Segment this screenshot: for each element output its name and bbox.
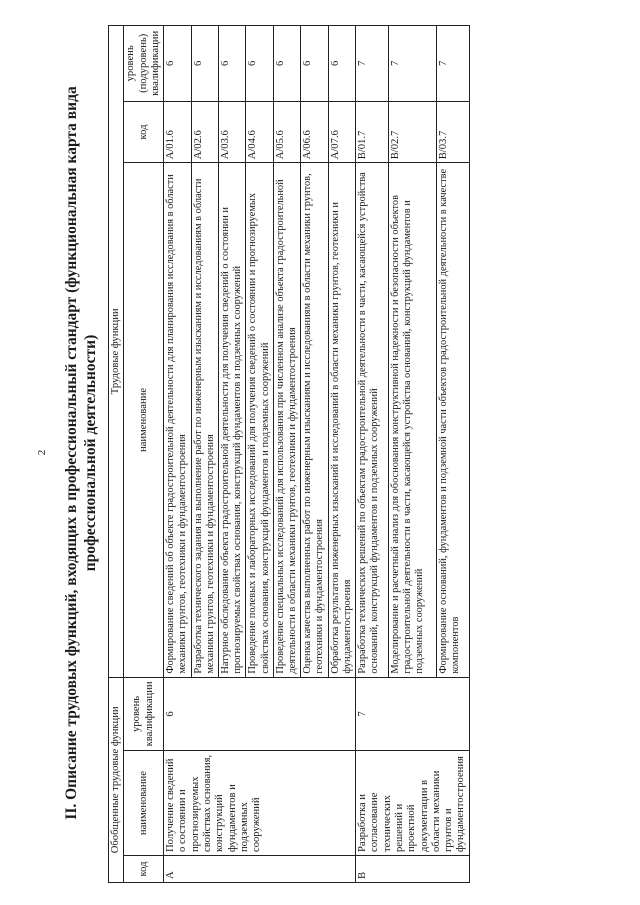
labor-functions-header: Трудовые функции (109, 26, 124, 678)
header-code: код (124, 855, 164, 882)
function-name: Разработка технических решений по объектам градостроительной деятельности в части, касающейся устройства оснований, конструкций фундаментов и подземных сооружений (356, 163, 389, 677)
function-code: A/01.6 (164, 101, 191, 163)
function-level: 6 (219, 26, 246, 102)
function-name: Обработка результатов инженерных изысканий и исследований в области механики грунтов, геотехники и фундаментостроения (328, 163, 355, 677)
function-name: Оценка качества выполненных работ по инженерным изысканиям и исследованиям в области механики грунтов, геотехники и фундаментостроения (301, 163, 328, 677)
function-code: A/06.6 (301, 101, 328, 163)
group-name: Разработка и согласование технических решений и проектной документации в области механики грунтов и фундаментостроения (356, 751, 470, 856)
header-name: наименование (124, 751, 164, 856)
function-level: 6 (246, 26, 273, 102)
table-row (164, 26, 191, 883)
function-level: 7 (389, 26, 437, 102)
function-level: 7 (436, 26, 469, 102)
header-function-name: наименование (124, 163, 164, 677)
generalized-functions-header: Обобщенные трудовые функции (109, 677, 124, 882)
function-code: A/05.6 (273, 101, 300, 163)
function-code: A/07.6 (328, 101, 355, 163)
function-name: Разработка технического задания на выполнение работ по инженерным изысканиям и исследованиям в области механики грунтов, геотехники и фундаментостроения (191, 163, 218, 677)
labor-functions-table (108, 25, 470, 883)
header-function-code: код (124, 101, 164, 163)
function-level: 6 (273, 26, 300, 102)
function-level: 6 (301, 26, 328, 102)
function-level: 7 (356, 26, 389, 102)
function-code: B/01.7 (356, 101, 389, 163)
function-code: A/03.6 (219, 101, 246, 163)
function-name: Проведение полевых и лабораторных исследований для получения сведений о состоянии и прогнозируемых свойствах основания, конструкций фундаментов и подземных сооружений (246, 163, 273, 677)
group-code: B (356, 855, 470, 882)
section-title: II. Описание трудовых функций, входящих в профессиональный стандарт (функциональная карта вида профессиональной деятельности) (63, 86, 99, 820)
function-code: A/02.6 (191, 101, 218, 163)
group-level: 7 (356, 677, 470, 751)
function-level: 6 (191, 26, 218, 102)
function-name: Формирование оснований, фундаментов и подземной части объектов градостроительной деятельности в качестве компонентов (436, 163, 469, 677)
table-header-row-2 (124, 26, 164, 883)
group-name: Получение сведений о состоянии и прогнозируемых свойствах основания, конструкций фундаментов и подземных сооружений (164, 751, 356, 856)
function-level: 6 (328, 26, 355, 102)
table-header-row-1 (109, 26, 124, 883)
function-code: A/04.6 (246, 101, 273, 163)
function-level: 6 (164, 26, 191, 102)
group-level: 6 (164, 677, 356, 751)
table-row (356, 26, 389, 883)
group-code: А (164, 855, 356, 882)
function-name: Моделирование и расчетный анализ для обоснования конструктивной надежности и безопасности объектов градостроительной деятельности в части, касающейся устройства оснований, конструкций фундаментов и подземных сооружений (389, 163, 437, 677)
function-code: B/03.7 (436, 101, 469, 163)
page-number: 2 (36, 449, 48, 456)
function-code: B/02.7 (389, 101, 437, 163)
header-level: уровень квалификации (124, 677, 164, 751)
function-name: Формирование сведений об объекте градостроительной деятельности для планирования исследования в области механики грунтов, геотехники и фундаментостроения (164, 163, 191, 677)
function-name: Натурное обследование объекта градостроительной деятельности для получения сведений о состоянии и прогнозируемых свойствах основания, конструкций фундаментов и подземных сооружений (219, 163, 246, 677)
function-name: Проведение специальных исследований для использования при численном анализе объекта градостроительной деятельности в области механики грунтов, геотехники и фундаментостроения (273, 163, 300, 677)
header-function-sublevel: уровень (подуровень) квалификации (124, 26, 164, 102)
